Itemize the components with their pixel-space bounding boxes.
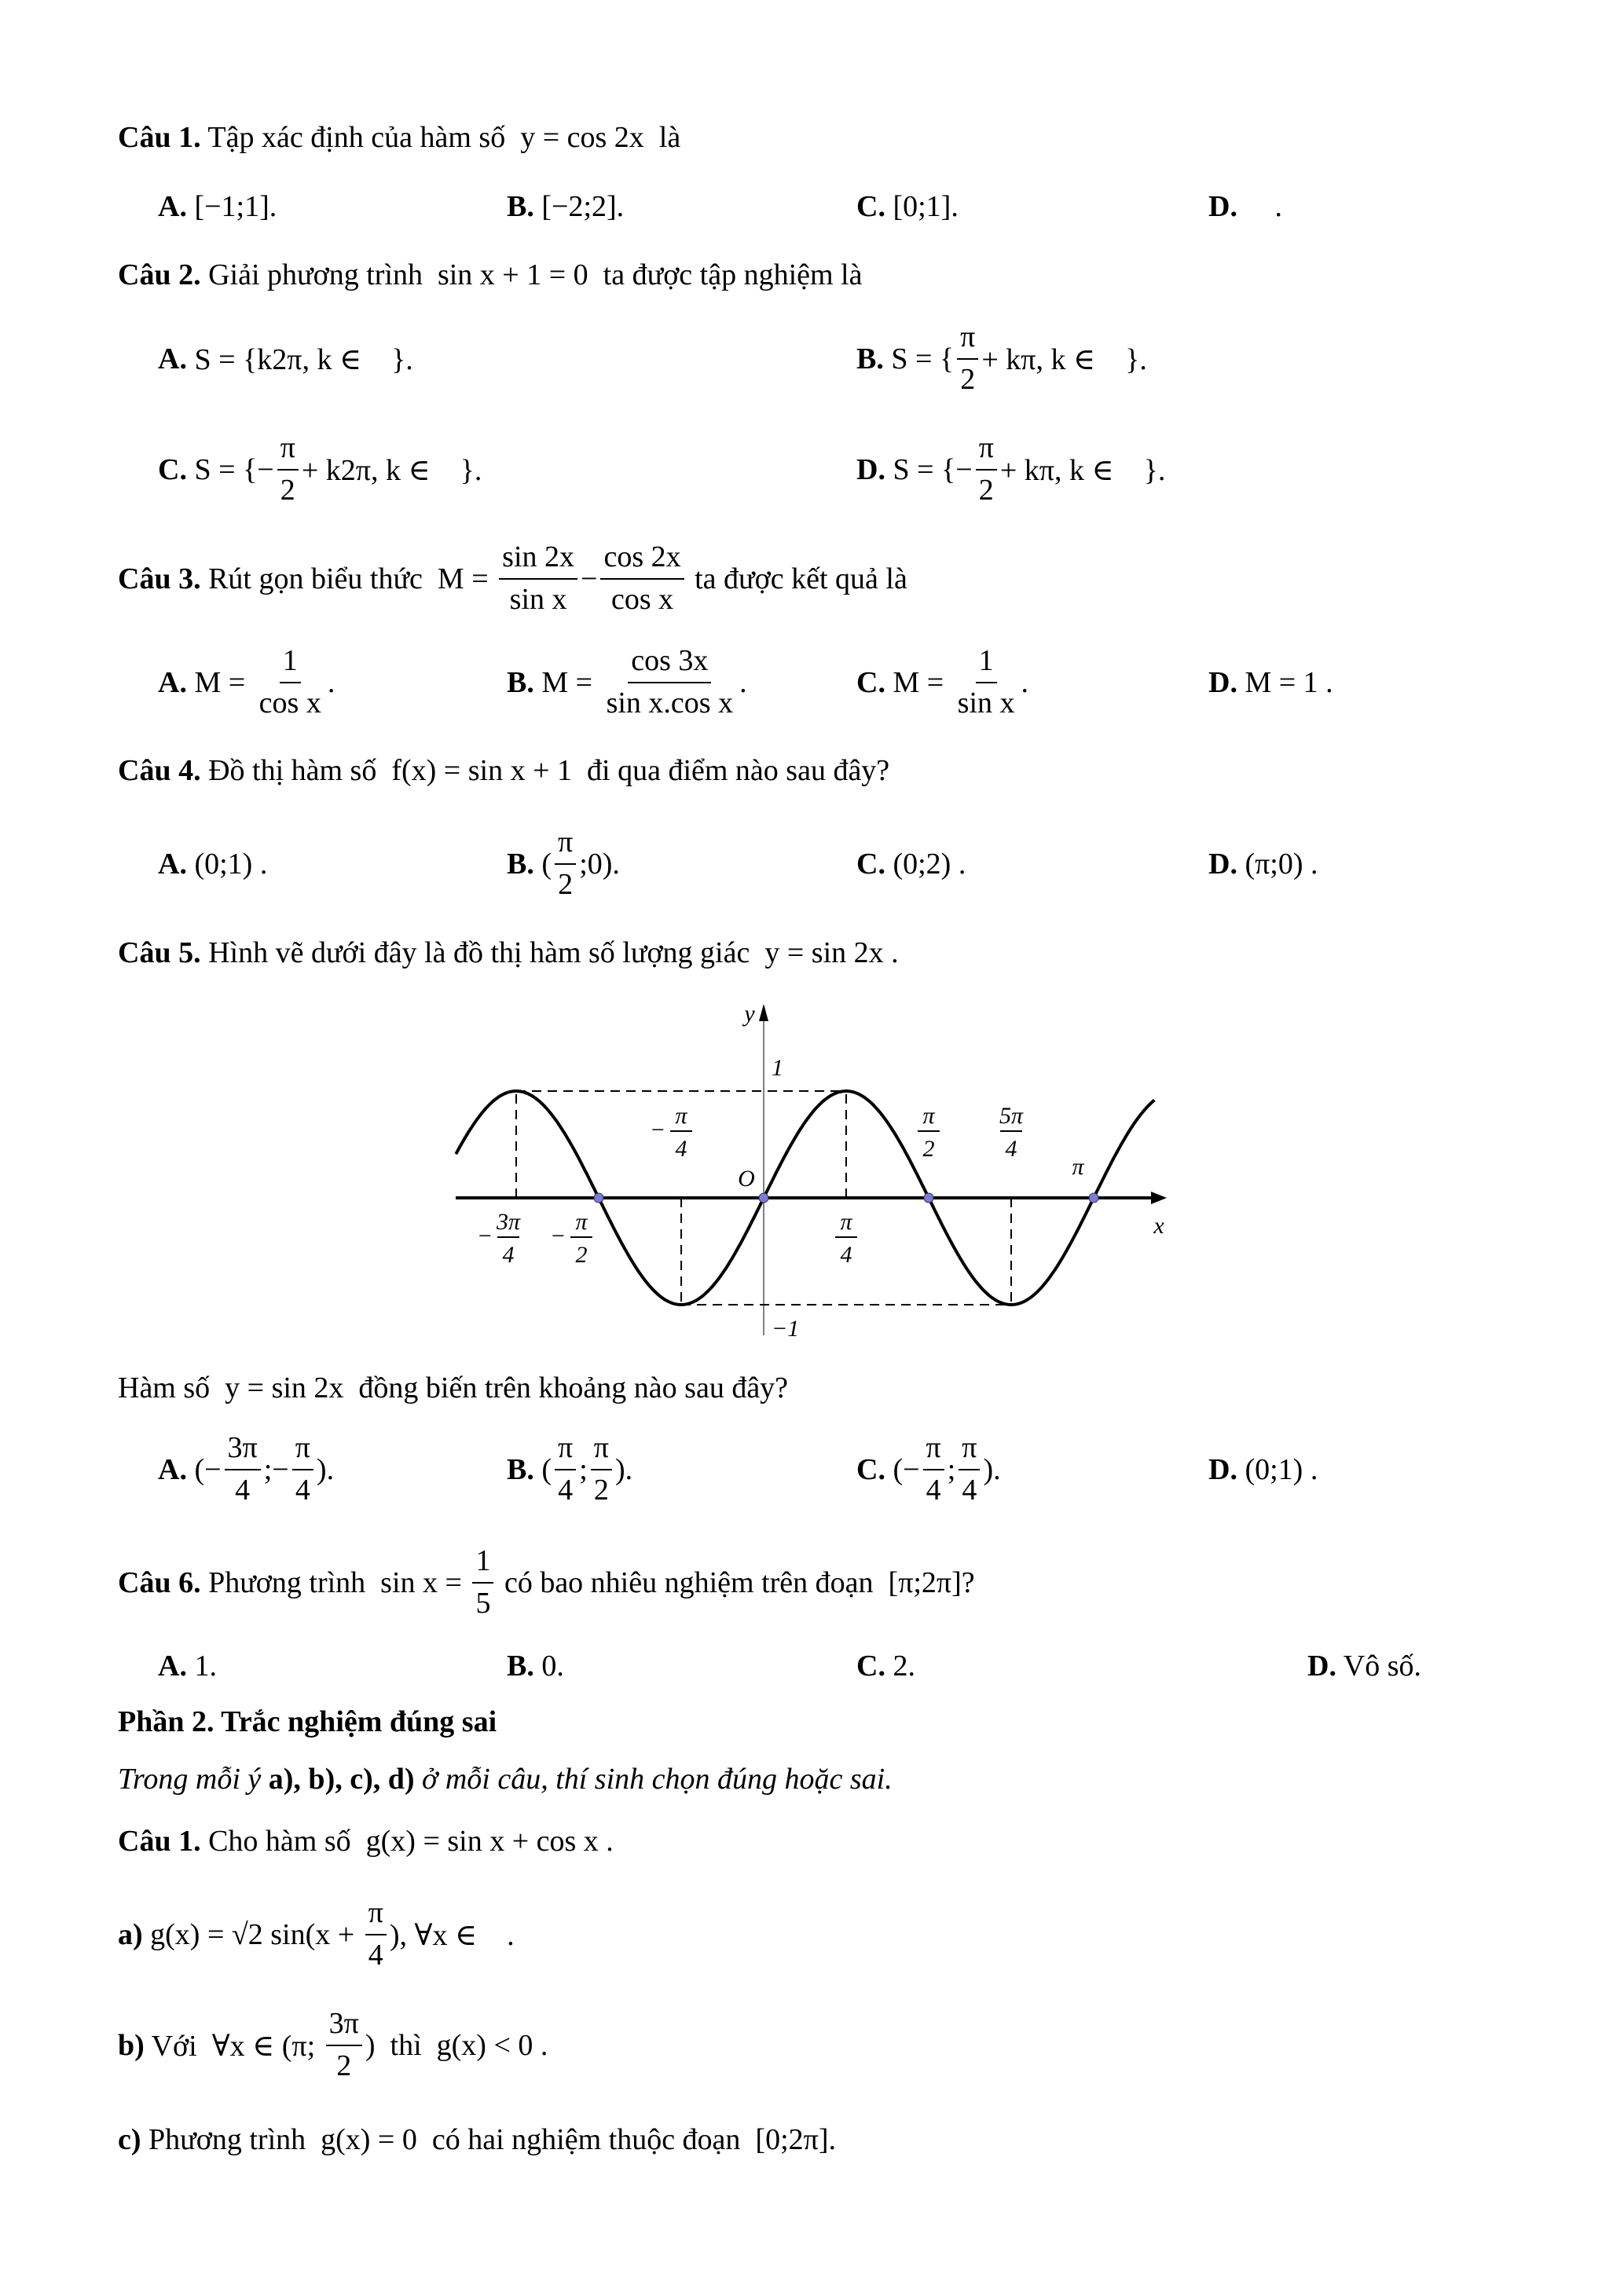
text: + k2π, k ∈ }. <box>301 453 482 487</box>
zero-point <box>594 1193 603 1203</box>
label: A. <box>158 1650 187 1683</box>
line-q2a <box>158 335 413 383</box>
label: D. <box>1208 1453 1237 1486</box>
denominator: 4 <box>235 1474 251 1507</box>
text: ). <box>614 1453 633 1486</box>
text: Giải phương trình sin x + 1 = 0 ta được tập nghiệm là <box>200 258 863 291</box>
text: Đồ thị hàm số f(x) = sin x + 1 đi qua điểm nào sau đây? <box>200 754 890 787</box>
numerator: π <box>555 1431 576 1470</box>
label: B. <box>507 1453 534 1486</box>
line-p2a <box>118 1896 515 1972</box>
zero-point <box>759 1193 768 1203</box>
numerator: 1 <box>280 644 301 683</box>
label: D. <box>1208 190 1237 223</box>
label: D. <box>1208 666 1237 699</box>
line-p2i <box>118 1756 893 1803</box>
label: B. <box>507 190 534 223</box>
label: B. <box>507 666 534 699</box>
label: c) <box>118 2123 141 2156</box>
label: C. <box>856 848 885 881</box>
label: B. <box>507 1650 534 1683</box>
label: Câu 3. <box>118 562 201 595</box>
line-q1c <box>856 183 959 230</box>
text: Cho hàm số g(x) = sin x + cos x . <box>200 1825 614 1858</box>
line-q5 <box>118 929 899 976</box>
text: M = 1 . <box>1237 666 1333 699</box>
text: 1. <box>186 1650 217 1683</box>
text: − <box>581 562 598 595</box>
denominator: 4 <box>926 1474 941 1507</box>
line-q6b <box>507 1642 564 1690</box>
line-q5c <box>856 1431 1001 1507</box>
label: C. <box>856 666 885 699</box>
label: C. <box>856 190 885 223</box>
text: (− <box>186 1453 222 1486</box>
fraction <box>957 320 978 397</box>
text: (0;1) . <box>1237 1453 1318 1486</box>
label: Câu 1. <box>118 1825 201 1858</box>
x-tick-denominator: 4 <box>840 1242 852 1268</box>
fraction <box>472 1544 493 1620</box>
line-q4a <box>158 840 267 888</box>
line-q5d <box>1208 1446 1318 1493</box>
text: ;− <box>263 1453 289 1486</box>
label: A. <box>158 342 187 375</box>
numerator: π <box>959 1431 980 1470</box>
x-tick-denominator: 4 <box>675 1136 687 1162</box>
fraction <box>603 644 737 720</box>
numerator: π <box>365 1896 387 1935</box>
numerator: π <box>923 1431 944 1470</box>
text: S = { <box>883 342 955 375</box>
label: A. <box>158 848 187 881</box>
label: B. <box>856 342 884 375</box>
denominator: sin x <box>957 687 1015 720</box>
denominator: cos x <box>258 687 321 720</box>
line-p2b <box>118 2007 548 2082</box>
numerator: π <box>277 431 299 471</box>
fraction <box>225 1431 261 1507</box>
line-q3d <box>1208 659 1333 706</box>
numerator: π <box>976 431 997 471</box>
denominator: 2 <box>978 474 994 507</box>
line-q2d <box>856 431 1166 507</box>
x-tick-denominator: 2 <box>575 1242 588 1268</box>
text: ). <box>316 1453 335 1486</box>
numerator: π <box>555 826 576 865</box>
x-tick-numerator: π <box>922 1103 935 1129</box>
text: (− <box>885 1453 920 1486</box>
fraction <box>277 431 299 507</box>
x-tick-sign: − <box>476 1223 493 1249</box>
x-tick-numerator: π <box>675 1103 687 1129</box>
line-q3c <box>856 644 1029 720</box>
x-tick-numerator: 5π <box>999 1103 1024 1129</box>
label: B. <box>507 848 534 881</box>
denominator: 4 <box>368 1939 383 1972</box>
label: A. <box>158 190 187 223</box>
label: Câu 2. <box>118 258 201 291</box>
line-q2c <box>158 431 482 507</box>
line-p2cc <box>118 2116 836 2163</box>
text: (0;2) . <box>885 848 966 881</box>
x-tick-sign: − <box>549 1223 566 1249</box>
y-tick-label: 1 <box>772 1055 783 1081</box>
numerator: cos 3x <box>628 644 711 683</box>
text: + kπ, k ∈ }. <box>981 342 1147 376</box>
denominator: 2 <box>558 868 574 901</box>
text: ( <box>533 1453 552 1486</box>
numerator: π <box>292 1431 313 1470</box>
text: S = {− <box>186 453 274 486</box>
fraction <box>499 540 577 617</box>
text: Hàm số y = sin 2x đồng biến trên khoảng nào sau đây? <box>118 1371 789 1404</box>
label: a) <box>118 1918 143 1951</box>
text: Tập xác định của hàm số y = cos 2x là <box>200 121 681 154</box>
text: [−2;2]. <box>533 190 625 223</box>
label: Phần 2. Trắc nghiệm đúng sai <box>118 1705 497 1738</box>
text: [−1;1]. <box>186 190 277 223</box>
x-tick-denominator: 2 <box>922 1136 935 1162</box>
text: . <box>1021 666 1029 699</box>
line-q1a <box>158 183 277 230</box>
y-axis-label: y <box>744 1001 755 1027</box>
text: có bao nhiêu nghiệm trên đoạn [π;2π]? <box>497 1566 975 1599</box>
numerator: 3π <box>326 2007 362 2046</box>
denominator: 2 <box>593 1474 609 1507</box>
x-tick-label: π <box>1072 1154 1084 1180</box>
text: . <box>1237 190 1282 223</box>
line-q3a <box>158 644 335 720</box>
line-q3b <box>507 644 747 720</box>
line-q4b <box>507 826 620 901</box>
text: ; <box>947 1453 956 1486</box>
line-q6a <box>158 1642 217 1690</box>
label: C. <box>856 1453 885 1486</box>
line-q5b <box>507 1431 633 1507</box>
fraction <box>976 431 997 507</box>
x-axis-arrow <box>1151 1192 1167 1204</box>
fraction <box>256 644 324 720</box>
line-p2 <box>118 1698 497 1745</box>
x-tick-numerator: 3π <box>496 1209 521 1235</box>
y-tick-label: −1 <box>772 1316 800 1342</box>
denominator: 2 <box>336 2049 352 2082</box>
text: 0. <box>533 1650 564 1683</box>
line-q4c <box>856 840 966 888</box>
text: Phương trình g(x) = 0 có hai nghiệm thuộc đoạn [0;2π]. <box>141 2123 836 2156</box>
line-q6c <box>856 1642 915 1690</box>
text: ; <box>579 1453 588 1486</box>
line-q1 <box>118 114 680 161</box>
denominator: 5 <box>475 1587 491 1620</box>
x-tick-sign: − <box>649 1117 666 1143</box>
y-axis-arrow <box>759 1004 768 1021</box>
denominator: 4 <box>962 1474 977 1507</box>
x-tick-numerator: π <box>575 1209 588 1235</box>
fraction <box>591 1431 612 1507</box>
line-q4d <box>1208 840 1318 888</box>
x-axis-label: x <box>1153 1213 1164 1239</box>
fraction <box>555 826 576 902</box>
text: Trong mỗi ý <box>118 1763 269 1796</box>
fraction <box>365 1896 387 1972</box>
origin-label: O <box>738 1166 755 1192</box>
label: Câu 1. <box>118 121 201 154</box>
line-q2b <box>856 320 1147 396</box>
zero-point <box>924 1193 933 1203</box>
fraction <box>959 1431 980 1507</box>
fraction <box>555 1431 576 1507</box>
text: ) thì g(x) < 0 . <box>365 2029 548 2062</box>
text: (0;1) . <box>186 848 268 881</box>
numerator: 1 <box>472 1544 493 1584</box>
fraction <box>600 540 684 617</box>
numerator: π <box>591 1431 612 1470</box>
line-q5q <box>118 1364 788 1412</box>
text: ở mỗi câu, thí sinh chọn đúng hoặc sai. <box>414 1763 893 1796</box>
denominator: 2 <box>280 474 295 507</box>
line-q6 <box>118 1544 975 1620</box>
text: Vô số. <box>1336 1650 1421 1683</box>
label: A. <box>158 1453 187 1486</box>
line-q1d <box>1208 183 1282 230</box>
text: ;0). <box>579 848 620 881</box>
label: a), b), c), d) <box>268 1763 415 1796</box>
text: M = <box>885 666 951 699</box>
text: S = {− <box>885 453 973 486</box>
label: A. <box>158 666 187 699</box>
text: Hình vẽ dưới đây là đồ thị hàm số lượng giác y = sin 2x . <box>200 936 899 969</box>
text: ta được kết quả là <box>687 562 907 595</box>
label: Câu 4. <box>118 754 201 787</box>
line-q5a <box>158 1431 335 1507</box>
text: . <box>327 666 335 699</box>
label: Câu 5. <box>118 936 201 969</box>
denominator: sin x <box>509 583 567 616</box>
label: b) <box>118 2029 145 2062</box>
x-tick-numerator: π <box>840 1209 852 1235</box>
text: ( <box>533 848 552 881</box>
numerator: cos 2x <box>600 540 684 580</box>
label: D. <box>1208 848 1237 881</box>
x-tick-denominator: 4 <box>502 1242 515 1268</box>
label: D. <box>856 453 885 486</box>
denominator: 4 <box>558 1474 574 1507</box>
label: D. <box>1307 1650 1336 1683</box>
text: Phương trình sin x = <box>200 1566 470 1599</box>
text: Với ∀x ∈ (π; <box>144 2029 323 2063</box>
numerator: 3π <box>225 1431 261 1470</box>
text: S = {k2π, k ∈ }. <box>186 342 413 376</box>
denominator: 4 <box>295 1474 310 1507</box>
text: [0;1]. <box>885 190 959 223</box>
line-q3 <box>118 540 907 616</box>
text: ), ∀x ∈ . <box>389 1918 515 1952</box>
text: Rút gọn biểu thức M = <box>200 562 497 595</box>
label: C. <box>158 453 187 486</box>
zero-point <box>1089 1193 1098 1203</box>
text: ). <box>983 1453 1001 1486</box>
label: Câu 6. <box>118 1566 201 1599</box>
line-q1b <box>507 183 624 230</box>
fraction <box>955 644 1018 720</box>
line-q2 <box>118 251 862 298</box>
denominator: cos x <box>610 583 674 616</box>
text: M = <box>186 666 253 699</box>
numerator: 1 <box>976 644 997 683</box>
x-tick-denominator: 4 <box>1005 1136 1017 1162</box>
denominator: 2 <box>960 363 976 396</box>
text: g(x) = √2 sin(x + <box>142 1918 362 1951</box>
line-p2c1 <box>118 1818 614 1865</box>
text: (π;0) . <box>1237 848 1318 881</box>
line-q4 <box>118 747 889 794</box>
text: + kπ, k ∈ }. <box>999 453 1166 487</box>
fraction <box>326 2007 362 2083</box>
text: M = <box>533 666 600 699</box>
denominator: sin x.cos x <box>606 687 734 720</box>
label: C. <box>856 1650 885 1683</box>
fraction <box>292 1431 313 1507</box>
text: 2. <box>885 1650 915 1683</box>
text: . <box>739 666 747 699</box>
numerator: π <box>957 320 978 360</box>
fraction <box>923 1431 944 1507</box>
numerator: sin 2x <box>499 540 577 580</box>
line-q6d <box>1307 1642 1421 1690</box>
sin2x-graph <box>440 998 1179 1343</box>
